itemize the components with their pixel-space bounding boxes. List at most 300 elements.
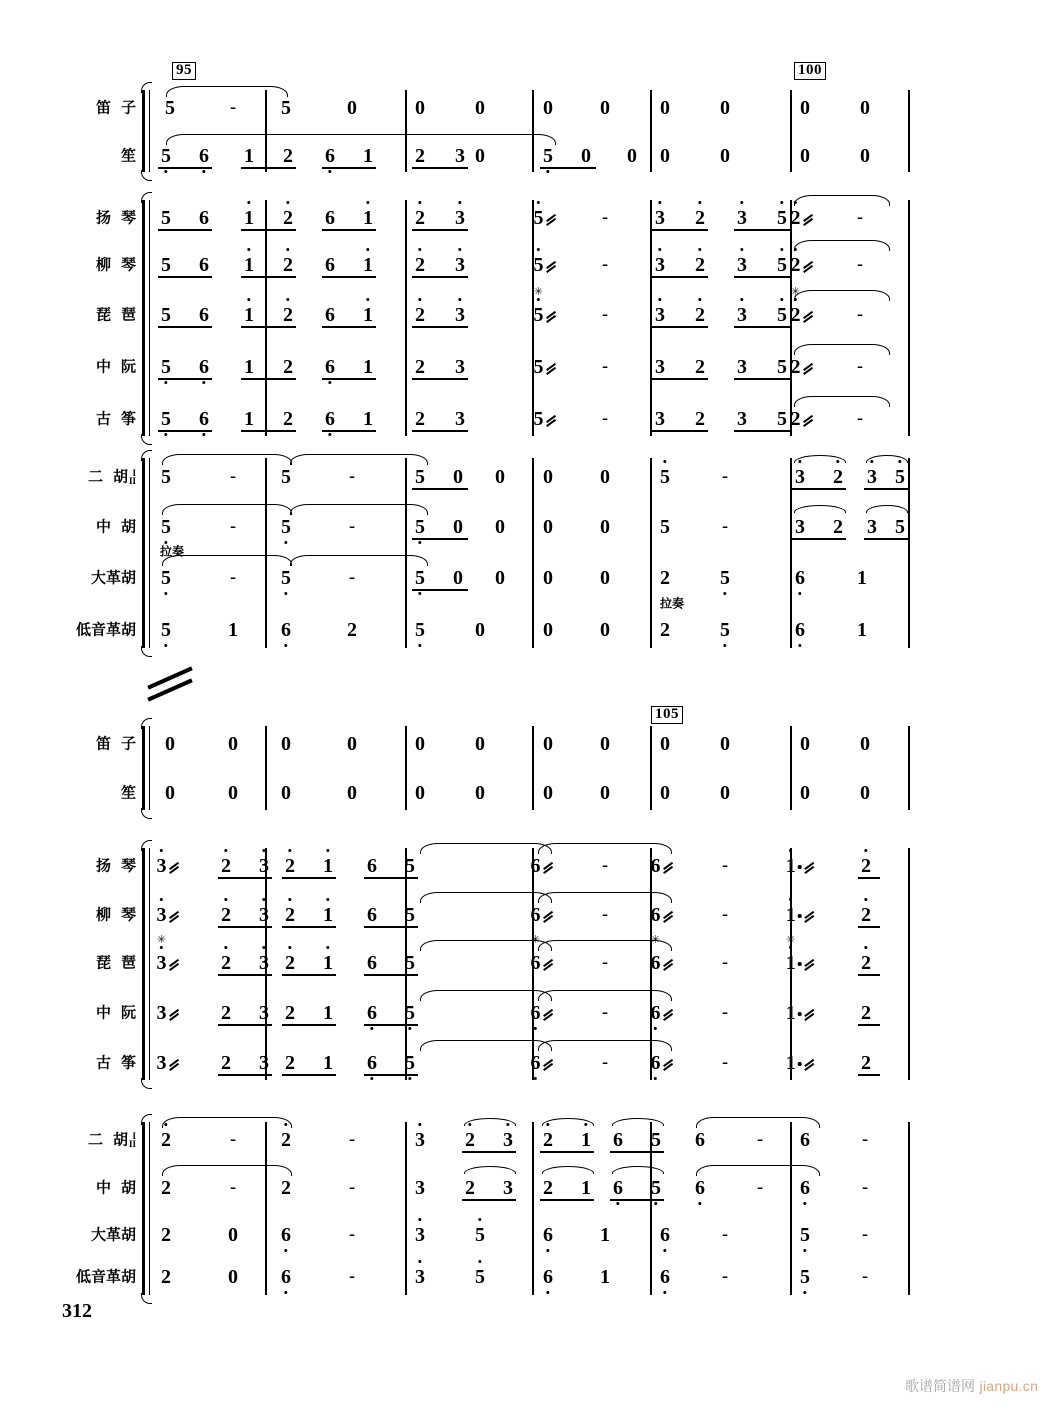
octave-down-dot — [698, 1202, 701, 1205]
tie-zhonghu-a — [162, 504, 292, 515]
note-glyph: - — [856, 207, 864, 229]
note-zhonghu-3 — [281, 517, 291, 537]
note-glyph: 6 — [543, 1225, 553, 1245]
note-glyph: 0 — [347, 733, 357, 755]
octave-up-dot — [418, 248, 421, 251]
note-glyph: 5 — [405, 904, 415, 926]
octave-up-dot — [286, 201, 289, 204]
note-glyph: 1 — [857, 619, 867, 641]
note-glyph: 3 — [655, 356, 665, 378]
note-pipa-s2-8 — [530, 933, 554, 974]
instrument-label-yangqin-s2: 扬 琴 — [95, 856, 136, 875]
note-glyph: - — [229, 97, 237, 119]
note-glyph: 3 — [259, 1002, 269, 1024]
tremolo-icon — [543, 1008, 554, 1020]
note-sheng-0 — [161, 146, 171, 166]
note-glyph: 3 — [259, 905, 269, 925]
octave-down-dot — [164, 433, 167, 436]
beam-liuqin-5 — [652, 276, 708, 278]
rehearsal-mark-100: 100 — [794, 62, 826, 80]
note-glyph: 3 — [455, 208, 465, 228]
note-glyph: 6 ✳ — [530, 933, 541, 974]
note-dizi-4 — [347, 98, 357, 118]
note-glyph: 6 — [325, 409, 335, 429]
note-yangqin-4 — [325, 208, 335, 228]
note-zhongruan-1 — [199, 357, 209, 377]
note-glyph: 6 — [695, 1129, 705, 1151]
tremolo-icon — [663, 910, 674, 922]
system-bracket-thin-bowed-1 — [149, 458, 151, 648]
note-glyph: - — [601, 1002, 609, 1024]
octave-up-dot — [366, 248, 369, 251]
note-glyph: 1 — [785, 1002, 796, 1024]
rest-dizi-0-0 — [415, 98, 425, 118]
instrument-label-pipa-s1: 琵 琶 — [95, 305, 136, 324]
octave-up-dot — [864, 849, 867, 852]
note-yangqin-0 — [161, 208, 171, 228]
note-liuqin-s2-13 — [861, 905, 871, 925]
beam-zhonghu-s2-2 — [540, 1199, 594, 1201]
note-pipa-5 — [363, 305, 373, 325]
rest-sheng-m97b — [475, 146, 485, 166]
note-sheng-1 — [199, 146, 209, 166]
beam-zhongruan-s2-2 — [282, 1024, 336, 1026]
note-glyph: - — [861, 1177, 869, 1199]
octave-down-dot — [798, 592, 801, 595]
beam-sheng-5 — [540, 167, 596, 169]
note-zhongruan-3 — [283, 357, 293, 377]
tremolo-icon — [803, 260, 814, 272]
note-erhu-s2-15 — [862, 1131, 868, 1150]
note-glyph: 2 — [660, 567, 670, 589]
note-liuqin-q3 — [777, 255, 787, 275]
note-yangqin-q3 — [777, 208, 787, 228]
note-glyph: 0 — [600, 733, 610, 755]
note-yangqin-s2-3 — [259, 856, 269, 876]
note-guzheng-2a — [791, 409, 814, 429]
note-glyph: 5 — [534, 255, 544, 275]
rest-dagehu-6 — [453, 568, 463, 588]
note-glyph: 5 — [777, 356, 787, 378]
tremolo-icon — [543, 861, 554, 873]
tremolo-icon — [663, 1008, 674, 1020]
note-diyingehu-s2-4 — [349, 1268, 355, 1287]
note-glyph: - — [601, 904, 609, 926]
rest-dagehu-7 — [495, 568, 505, 588]
octave-up-dot — [780, 298, 783, 301]
note-glyph: 6 — [543, 1267, 553, 1287]
note-glyph: 5 — [777, 208, 787, 228]
slur-zhonghu-1 — [794, 505, 846, 513]
note-diyingehu-s2-10 — [722, 1268, 728, 1287]
note-glyph: 5 — [415, 620, 425, 640]
note-glyph: 2 — [543, 1177, 553, 1199]
note-glyph: 3 — [795, 516, 805, 538]
system-break-mark — [146, 668, 216, 702]
note-glyph: 0 — [600, 567, 610, 589]
note-glyph: 3 — [795, 467, 805, 487]
note-yangqin-1 — [199, 208, 209, 228]
note-glyph: 1 — [323, 953, 333, 973]
note-dagehu-s2-11 — [800, 1225, 810, 1245]
note-glyph: 0 — [543, 733, 553, 755]
note-glyph: 3 — [455, 305, 465, 325]
note-sheng-6 — [415, 146, 425, 166]
note-dizi-2 — [230, 99, 236, 118]
note-glyph: 5 — [281, 97, 291, 119]
note-glyph: - — [721, 1002, 729, 1024]
note-zhonghu-s2-1 — [161, 1178, 171, 1198]
note-glyph: 5 — [533, 356, 544, 378]
rest-zhonghu-7 — [495, 517, 505, 537]
beam-pipa-1 — [158, 326, 212, 328]
octave-up-dot — [247, 201, 250, 204]
note-glyph: 0 — [475, 97, 485, 119]
note-guzheng-s2-9 — [602, 1054, 608, 1073]
note-yangqin-s2-13 — [861, 856, 871, 876]
note-dagehu-1 — [161, 568, 171, 588]
note-diyingehu-s2-6 — [475, 1267, 485, 1287]
system-bracket-thin-wind-1 — [149, 90, 151, 172]
tremolo-icon — [803, 1008, 814, 1020]
note-glyph: 2 — [861, 953, 871, 973]
note-diyingehu-2 — [228, 620, 238, 640]
tie-guzheng-m100 — [794, 396, 890, 407]
note-glyph: 5 — [475, 1267, 485, 1287]
instrument-label-dizi-s1: 笛 子 — [95, 98, 136, 117]
note-dagehu-s2-7 — [543, 1225, 553, 1245]
note-guzheng-4 — [325, 409, 335, 429]
beam-sheng-3 — [322, 167, 376, 169]
note-glyph: 0 — [543, 516, 553, 538]
note-guzheng-s2-3 — [259, 1053, 269, 1073]
note-zhonghu-4 — [349, 518, 355, 537]
tremolo-icon — [803, 1058, 814, 1070]
tremolo-icon — [169, 861, 180, 873]
beam-liuqin-6 — [734, 276, 790, 278]
note-sheng-8 — [543, 146, 553, 166]
note-erhu-3 — [281, 467, 291, 487]
note-glyph: 0 — [860, 97, 870, 119]
barline-wind-s2-m3 — [532, 726, 534, 810]
note-zhonghu-s2-15 — [862, 1179, 868, 1198]
note-pipa-dash1 — [602, 306, 608, 325]
octave-down-dot — [723, 592, 726, 595]
note-glyph: 0 — [800, 733, 810, 755]
beam-liuqin-s2-3 — [364, 926, 418, 928]
note-glyph: - — [601, 356, 609, 378]
note-liuqin-2 — [244, 255, 254, 275]
note-liuqin-s2-7 — [405, 905, 415, 925]
note-pipa-dash2 — [857, 306, 863, 325]
note-glyph: 3 — [455, 145, 465, 167]
beam-liuqin-2 — [241, 276, 296, 278]
note-yangqin-q0 — [655, 208, 665, 228]
note-erhu-s2-11 — [651, 1130, 661, 1150]
note-glyph: 1 — [786, 905, 796, 925]
octave-up-dot — [366, 298, 369, 301]
barline-bowed-s1-m4 — [650, 458, 652, 648]
note-glyph: 2 — [660, 619, 670, 641]
octave-down-dot — [284, 644, 287, 647]
pipa-roll-icon: ✳ — [156, 933, 167, 946]
tremolo-icon — [803, 362, 814, 374]
beam-zhongruan-5 — [652, 378, 708, 380]
note-glyph: 5 — [161, 357, 171, 377]
note-dagehu-2 — [230, 569, 236, 588]
note-zhongruan-s2-7 — [405, 1003, 415, 1023]
tie-erhu-b — [290, 454, 428, 465]
note-glyph: 5 — [651, 1129, 661, 1151]
note-glyph: 5 — [720, 568, 730, 588]
note-diyingehu-s2-5 — [415, 1267, 425, 1287]
octave-up-dot — [780, 248, 783, 251]
barline-plucked-s2-m6 — [908, 848, 910, 1080]
note-glyph: 0 — [165, 782, 175, 804]
note-pipa-s2-1 — [156, 933, 180, 974]
tie-zhongruan-m100 — [794, 344, 890, 355]
note-dagehu-s2-4 — [349, 1226, 355, 1245]
beam-pipa-s2-2 — [282, 974, 336, 976]
beam-zhonghu-1 — [412, 538, 468, 540]
note-glyph: 0 — [600, 782, 610, 804]
system-bracket-thin-plucked-1 — [149, 200, 151, 436]
note-liuqin-s2-5 — [323, 905, 333, 925]
note-diyingehu-1 — [161, 620, 171, 640]
tie-yangqin-s2-a — [420, 843, 552, 854]
tie-guzheng-s2-b — [538, 1040, 672, 1051]
note-erhu-s2-13 — [757, 1131, 763, 1150]
tremolo-icon — [803, 414, 814, 426]
barline-wind-s1-m3 — [532, 90, 534, 172]
note-glyph: 2 — [861, 856, 871, 876]
barline-bowed-s2-m3 — [532, 1122, 534, 1295]
note-glyph: 2 — [415, 208, 425, 228]
note-glyph: - — [229, 466, 237, 488]
rest-sheng-s2-3-0 — [543, 783, 553, 803]
note-glyph: 2 — [415, 408, 425, 430]
octave-up-dot — [663, 460, 666, 463]
note-glyph: 0 — [475, 733, 485, 755]
octave-down-dot — [418, 644, 421, 647]
barline-plucked-s1-m6 — [908, 200, 910, 436]
pipa-roll-icon: ✳ — [650, 933, 661, 946]
note-glyph: 5 — [895, 516, 905, 538]
note-glyph: 0 — [543, 619, 553, 641]
beam-zhonghu-3 — [864, 538, 908, 540]
note-liuqin-3 — [283, 255, 293, 275]
note-glyph: 0 — [475, 145, 485, 167]
augmentation-dot — [798, 865, 802, 869]
octave-up-dot — [288, 849, 291, 852]
system-bracket-thin-wind-2 — [149, 726, 151, 810]
note-glyph: - — [756, 1177, 764, 1199]
note-diyingehu-9 — [660, 620, 670, 640]
note-glyph: 5 — [651, 1178, 661, 1198]
rest-dizi-s2-4-1 — [720, 734, 730, 754]
note-glyph: 2 — [791, 208, 801, 228]
note-glyph: - — [721, 952, 729, 974]
note-zhongruan-5 — [363, 357, 373, 377]
tie-dagehu-b — [290, 555, 428, 566]
watermark-cn: 歌谱简谱网 — [905, 1379, 975, 1395]
beam-zhonghu-s2-3 — [610, 1199, 664, 1201]
tremolo-icon — [803, 310, 814, 322]
octave-up-dot — [698, 201, 701, 204]
beam-liuqin-s2-2 — [282, 926, 336, 928]
note-zhongruan-s2-6 — [367, 1003, 377, 1023]
note-glyph: 3 — [737, 305, 747, 325]
beam-yangqin-4 — [412, 229, 468, 231]
note-erhu-s2-3 — [281, 1130, 291, 1150]
erhu-part-numerals: I II — [128, 1131, 136, 1149]
note-zhongruan-dash2 — [857, 358, 863, 377]
octave-up-dot — [698, 248, 701, 251]
note-glyph: 6 — [367, 1003, 377, 1023]
note-glyph: 0 — [660, 97, 670, 119]
note-glyph: 2 — [791, 255, 801, 275]
note-yangqin-5 — [363, 208, 373, 228]
bracket-hook-bottom-wind-1 — [141, 170, 152, 181]
note-glyph: 5 — [777, 255, 787, 275]
beam-zhongruan-s2-3 — [364, 1024, 418, 1026]
rest-erhu-9 — [600, 467, 610, 487]
octave-up-dot — [780, 201, 783, 204]
note-dagehu-4 — [349, 569, 355, 588]
note-glyph: 1 — [600, 1266, 610, 1288]
octave-down-dot — [803, 1291, 806, 1294]
note-zhongruan-s2-11 — [722, 1004, 728, 1023]
note-zhonghu-s2-4 — [349, 1179, 355, 1198]
barline-bowed-s1-m2 — [405, 458, 407, 648]
note-dagehu-s2-8 — [600, 1225, 610, 1245]
tie-yangqin-m100 — [794, 195, 890, 206]
note-yangqin-s2-2 — [221, 856, 231, 876]
rest-dizi-s2-1-0 — [281, 734, 291, 754]
beam-guzheng-6 — [734, 430, 790, 432]
pipa-roll-icon: ✳ — [790, 285, 801, 298]
note-glyph: 2 — [221, 856, 231, 876]
beam-sheng-2 — [241, 167, 296, 169]
note-glyph: 6 — [651, 1003, 661, 1023]
note-glyph: 3 ✳ — [156, 933, 167, 974]
note-glyph: 0 — [415, 97, 425, 119]
beam-zhongruan-2 — [241, 378, 296, 380]
page-number: 312 — [62, 1300, 92, 1322]
note-pipa-q2 — [737, 305, 747, 325]
tie-sheng-long — [166, 134, 556, 145]
note-guzheng-s2-7 — [405, 1053, 415, 1073]
note-zhongruan-q3 — [777, 357, 787, 377]
octave-down-dot — [202, 433, 205, 436]
tremolo-icon — [546, 260, 557, 272]
note-guzheng-1 — [199, 409, 209, 429]
note-liuqin-s2-11 — [722, 906, 728, 925]
note-glyph: 5 — [660, 516, 670, 538]
octave-up-dot — [478, 1218, 481, 1221]
note-zhongruan-s2-10 — [651, 1003, 674, 1023]
note-erhu-s2-6 — [465, 1130, 475, 1150]
rest-sheng-b0-0 — [660, 146, 670, 166]
note-zhonghu-s2-9 — [581, 1178, 591, 1198]
note-liuqin-4 — [325, 255, 335, 275]
barline-wind-s1-m4 — [650, 90, 652, 172]
note-pipa-q1 — [695, 305, 705, 325]
tremolo-icon — [803, 958, 814, 970]
note-glyph: 0 — [627, 145, 637, 167]
octave-down-dot — [418, 592, 421, 595]
note-glyph: 0 — [720, 145, 730, 167]
instrument-label-erhu-s2: 二 胡 I II — [87, 1130, 136, 1149]
note-guzheng-5 — [363, 409, 373, 429]
note-glyph: 2 — [161, 1224, 171, 1246]
note-dagehu-10 — [660, 568, 670, 588]
tie-erhu-s2-a — [162, 1117, 292, 1128]
note-zhongruan-5trem — [534, 357, 557, 377]
note-glyph: 5 — [777, 408, 787, 430]
tremolo-icon — [543, 958, 554, 970]
note-glyph: 1 — [600, 1224, 610, 1246]
note-glyph: 0 — [800, 782, 810, 804]
note-glyph: 3 — [415, 1225, 425, 1245]
bracket-hook-top-plucked-1 — [141, 192, 152, 203]
octave-up-dot — [224, 898, 227, 901]
note-glyph: 0 — [347, 97, 357, 119]
note-glyph: 0 — [495, 567, 505, 589]
note-yangqin-s2-7 — [405, 856, 415, 876]
note-glyph: - — [348, 567, 356, 589]
note-glyph: 2 — [221, 1002, 231, 1024]
beam-sheng-1 — [158, 167, 212, 169]
note-glyph: 2 — [415, 145, 425, 167]
note-pipa-s2-7 — [405, 953, 415, 973]
note-glyph: 3 — [737, 408, 747, 430]
beam-liuqin-s2-1 — [218, 926, 272, 928]
note-glyph: 6 — [367, 855, 377, 877]
octave-up-dot — [418, 298, 421, 301]
note-diyingehu-s2-12 — [862, 1268, 868, 1287]
note-glyph: 5 — [405, 1003, 415, 1023]
note-glyph: 5 — [660, 467, 670, 487]
note-glyph: 5 — [415, 466, 425, 488]
note-erhu-s2-10 — [613, 1130, 623, 1150]
note-zhonghu-s2-11 — [651, 1178, 661, 1198]
note-pipa-3 — [283, 305, 293, 325]
note-zhonghu-s2-14 — [800, 1178, 810, 1198]
octave-up-dot — [326, 946, 329, 949]
note-glyph: - — [348, 1266, 356, 1288]
note-dizi-1 — [165, 98, 175, 118]
octave-up-dot — [458, 298, 461, 301]
rest-zhonghu-6 — [453, 517, 463, 537]
note-glyph: 2 — [861, 1002, 871, 1024]
octave-up-dot — [658, 248, 661, 251]
rest-dizi-s2-3-1 — [600, 734, 610, 754]
rest-sheng-s2-0-0 — [165, 783, 175, 803]
note-glyph: - — [601, 254, 609, 276]
note-zhongruan-0 — [161, 357, 171, 377]
note-glyph: 3 — [157, 856, 167, 876]
note-zhongruan-s2-12 — [786, 1003, 815, 1023]
note-erhu-s2-4 — [349, 1131, 355, 1150]
tremolo-icon — [169, 1058, 180, 1070]
note-glyph: 0 — [543, 567, 553, 589]
note-dagehu-s2-10 — [722, 1226, 728, 1245]
beam-guzheng-1 — [158, 430, 212, 432]
rest-dagehu-8 — [543, 568, 553, 588]
note-glyph: 0 — [165, 733, 175, 755]
bracket-hook-top-wind-1 — [141, 82, 152, 93]
